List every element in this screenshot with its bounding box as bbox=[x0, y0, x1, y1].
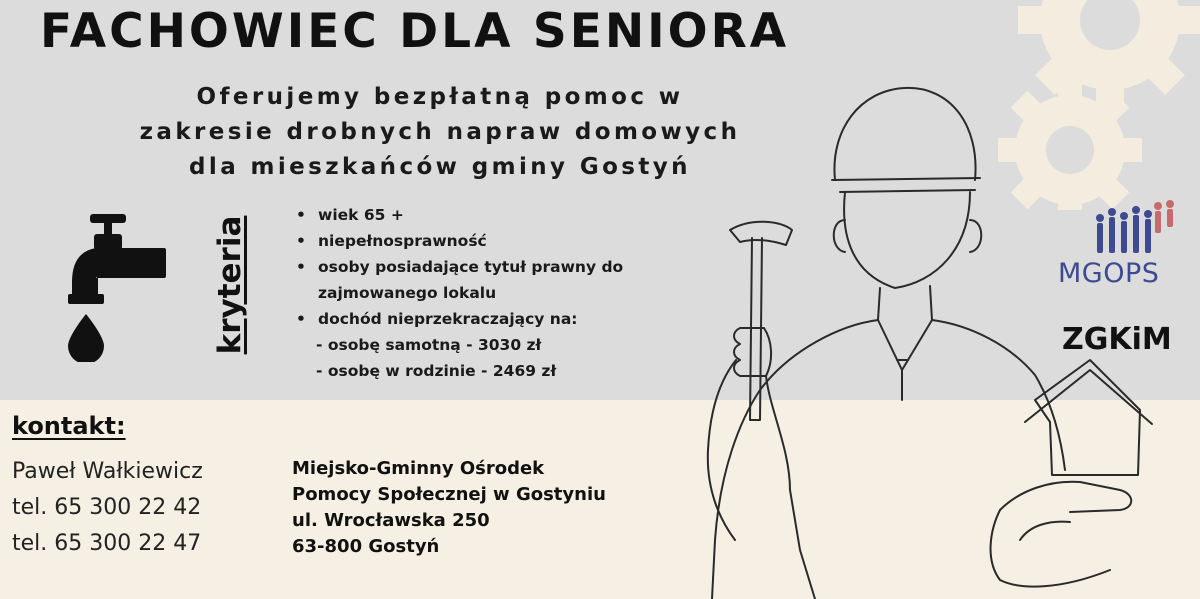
contact-heading: kontakt: bbox=[12, 412, 126, 440]
list-item: • niepełnosprawność bbox=[296, 232, 487, 250]
subtitle-line: zakresie drobnych napraw domowych bbox=[139, 119, 741, 145]
address-line: Miejsko-Gminny Ośrodek bbox=[292, 458, 545, 479]
list-subitem: - osobę w rodzinie - 2469 zł bbox=[316, 362, 557, 380]
address-line: 63-800 Gostyń bbox=[292, 536, 440, 557]
subtitle-line: dla mieszkańców gminy Gostyń bbox=[189, 154, 691, 180]
mgops-logo-text: MGOPS bbox=[1058, 258, 1160, 289]
list-item: • dochód nieprzekraczający na: bbox=[296, 310, 578, 328]
list-item: • wiek 65 + bbox=[296, 206, 404, 224]
contact-phone: tel. 65 300 22 42 bbox=[12, 495, 202, 520]
contact-name: Paweł Wałkiewicz bbox=[12, 459, 203, 484]
mgops-logo bbox=[1058, 196, 1188, 296]
list-subitem: - osobę samotną - 3030 zł bbox=[316, 336, 542, 354]
people-icon bbox=[1090, 196, 1180, 260]
criteria-heading-label: kryteria bbox=[212, 215, 248, 355]
list-item: • osoby posiadające tytuł prawny do bbox=[296, 258, 624, 276]
criteria-list bbox=[296, 202, 623, 384]
subtitle-line: Oferujemy bezpłatną pomoc w bbox=[196, 84, 684, 110]
contact-details bbox=[12, 454, 203, 562]
address-line: Pomocy Społecznej w Gostyniu bbox=[292, 484, 606, 505]
zgkim-logo: ZGKiM bbox=[1062, 322, 1172, 357]
contact-phone: tel. 65 300 22 47 bbox=[12, 531, 202, 556]
criteria-heading bbox=[210, 210, 250, 360]
address-line: ul. Wrocławska 250 bbox=[292, 510, 490, 531]
page-title: FACHOWIEC DLA SENIORA bbox=[40, 4, 790, 59]
faucet-icon bbox=[60, 212, 175, 362]
address-block bbox=[292, 456, 606, 560]
list-item-continuation: zajmowanego lokalu bbox=[318, 284, 497, 302]
